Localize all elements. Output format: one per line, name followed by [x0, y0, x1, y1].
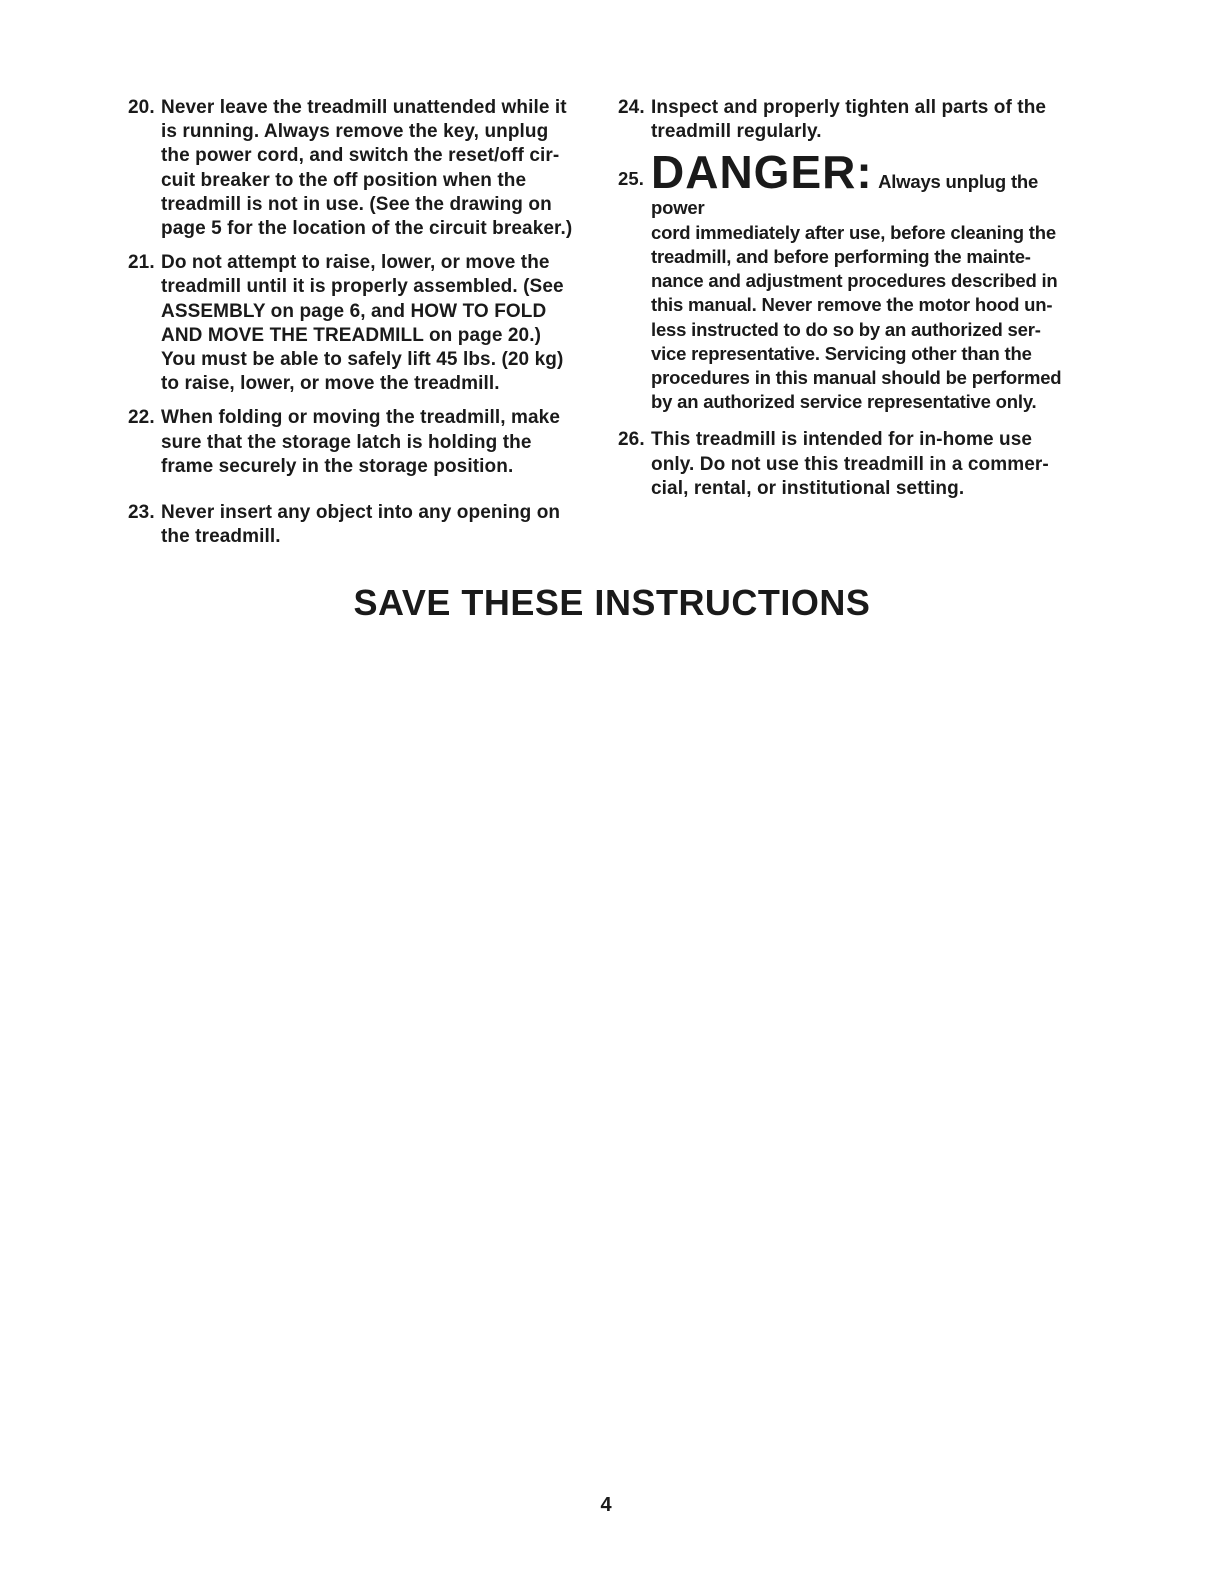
item-line: When folding or moving the treadmill, make: [161, 407, 561, 429]
right-column: [618, 96, 1088, 501]
danger-label: DANGER:: [651, 146, 873, 199]
item-line: is running. Always remove the key, unplug: [161, 121, 549, 143]
item-line: cord immediately after use, before cleaning the: [651, 221, 1056, 243]
item-line: Never leave the treadmill unattended while it: [161, 97, 567, 118]
item-line: the treadmill.: [161, 526, 281, 548]
item-line: treadmill, and before performing the mainte-: [651, 246, 1031, 268]
item-number: 24.: [618, 97, 645, 118]
item-number: 23.: [128, 502, 155, 524]
item-line: page 5 for the location of the circuit breaker.): [161, 218, 573, 240]
item-line: procedures in this manual should be performed: [651, 367, 1062, 389]
item-line: less instructed to do so by an authorized ser-: [651, 318, 1041, 340]
item-line: treadmill regularly.: [651, 121, 822, 143]
item-line: sure that the storage latch is holding the: [161, 431, 532, 453]
item-line: cial, rental, or institutional setting.: [651, 477, 965, 499]
item-line: frame securely in the storage position.: [161, 455, 514, 477]
item-line: Do not attempt to raise, lower, or move the: [161, 252, 550, 274]
item-number: 22.: [128, 407, 155, 429]
left-column: [128, 96, 598, 549]
item-line: ASSEMBLY on page 6, and HOW TO FOLD: [161, 300, 547, 322]
item-line: treadmill until it is properly assembled. (See: [161, 276, 564, 298]
safety-item-21: [128, 251, 598, 396]
item-line: treadmill is not in use. (See the drawing on: [161, 193, 552, 215]
item-line: AND MOVE THE TREADMILL on page 20.): [161, 324, 542, 346]
item-number: 21.: [128, 252, 155, 274]
danger-heading-line: [651, 146, 1088, 220]
item-line: Inspect and properly tighten all parts of the: [651, 97, 1047, 118]
item-line: You must be able to safely lift 45 lbs. (20 kg): [161, 349, 564, 371]
item-line: nance and adjustment procedures described in: [651, 270, 1058, 292]
save-instructions-heading: SAVE THESE INSTRUCTIONS: [353, 582, 871, 623]
item-line: vice representative. Servicing other than the: [651, 342, 1032, 364]
item-line: only. Do not use this treadmill in a commer-: [651, 453, 1049, 475]
safety-item-20: [128, 96, 598, 241]
item-line: this manual. Never remove the motor hood un-: [651, 294, 1053, 316]
danger-first-line: Always unplug the power: [651, 171, 1039, 218]
safety-item-26: [618, 428, 1088, 501]
item-number: 25.: [618, 168, 645, 190]
item-number: 20.: [128, 97, 155, 118]
item-number: 26.: [618, 429, 645, 451]
safety-item-23: [128, 501, 598, 549]
safety-item-24: [618, 96, 1088, 144]
item-line: This treadmill is intended for in-home use: [651, 429, 1033, 451]
item-line: to raise, lower, or move the treadmill.: [161, 373, 500, 395]
item-line: cuit breaker to the off position when the: [161, 169, 527, 191]
item-line: the power cord, and switch the reset/off cir-: [161, 145, 560, 167]
safety-item-25-danger: [618, 146, 1088, 414]
item-line: by an authorized service representative only.: [651, 391, 1037, 413]
safety-item-22: [128, 406, 598, 479]
page-number: 4: [600, 1494, 612, 1516]
item-line: Never insert any object into any opening on: [161, 502, 561, 524]
